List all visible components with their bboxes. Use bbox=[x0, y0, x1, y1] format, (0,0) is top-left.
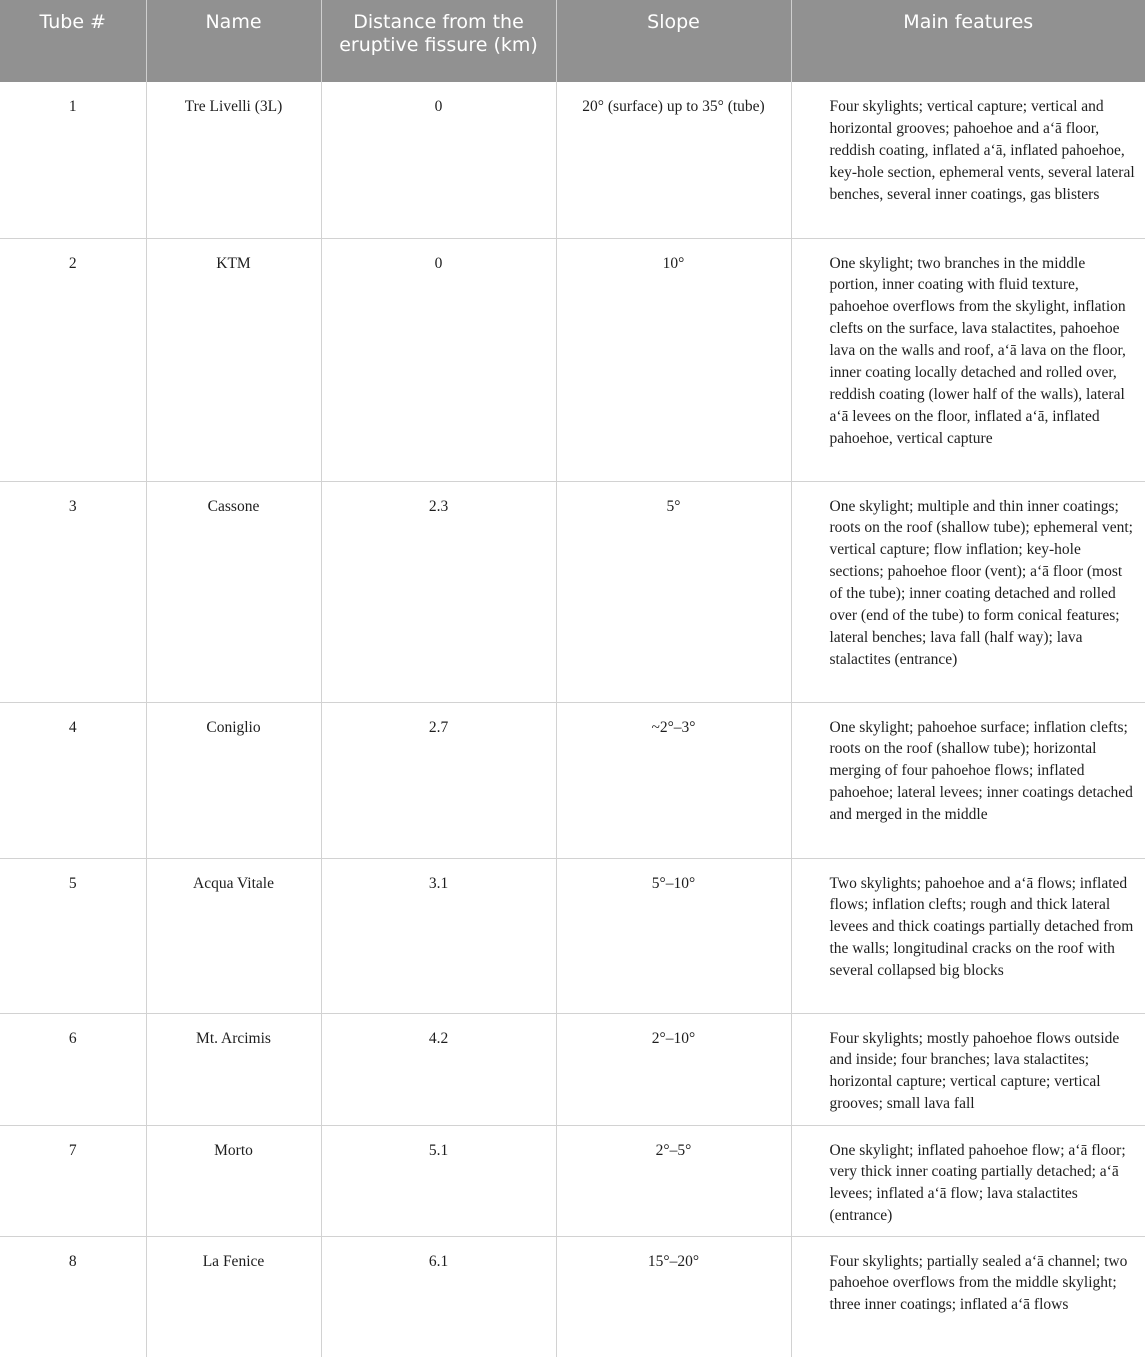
table-row bbox=[0, 481, 1145, 702]
cell-main-features: Four skylights; vertical capture; vertical and horizontal grooves; pahoehoe and aʻā floor, reddish coating, inflated aʻā, inflated pahoehoe, key-hole section, ephemeral vents, several lateral benches, several inner coatings, gas blisters bbox=[791, 82, 1145, 238]
header-tube-number: Tube # bbox=[0, 0, 146, 82]
header-row bbox=[0, 0, 1145, 82]
cell-distance: 0 bbox=[321, 238, 556, 481]
cell-slope: 10° bbox=[556, 238, 791, 481]
cell-slope: 20° (surface) up to 35° (tube) bbox=[556, 82, 791, 238]
cell-slope: 5°–10° bbox=[556, 858, 791, 1013]
cell-name: KTM bbox=[146, 238, 321, 481]
table-row bbox=[0, 1125, 1145, 1236]
cell-distance: 6.1 bbox=[321, 1236, 556, 1357]
cell-slope: ~2°–3° bbox=[556, 702, 791, 858]
cell-name: La Fenice bbox=[146, 1236, 321, 1357]
cell-tube-number: 6 bbox=[0, 1013, 146, 1125]
cell-name: Mt. Arcimis bbox=[146, 1013, 321, 1125]
header-slope: Slope bbox=[556, 0, 791, 82]
cell-tube-number: 8 bbox=[0, 1236, 146, 1357]
cell-main-features: One skylight; pahoehoe surface; inflation clefts; roots on the roof (shallow tube); horizontal merging of four pahoehoe flows; inflated pahoehoe; lateral levees; inner coatings detached and merged in the middle bbox=[791, 702, 1145, 858]
cell-slope: 5° bbox=[556, 481, 791, 702]
cell-slope: 2°–5° bbox=[556, 1125, 791, 1236]
header-distance: Distance from the eruptive fissure (km) bbox=[321, 0, 556, 82]
cell-distance: 5.1 bbox=[321, 1125, 556, 1236]
cell-main-features: Four skylights; partially sealed aʻā channel; two pahoehoe overflows from the middle skylight; three inner coatings; inflated aʻā flows bbox=[829, 1252, 1128, 1314]
cell-distance: 4.2 bbox=[321, 1013, 556, 1125]
cell-distance: 2.7 bbox=[321, 702, 556, 858]
table-row bbox=[0, 702, 1145, 858]
cell-name: Acqua Vitale bbox=[146, 858, 321, 1013]
cell-main-features: Four skylights; mostly pahoehoe flows outside and inside; four branches; lava stalactites; horizontal capture; vertical capture; vertical grooves; small lava fall bbox=[791, 1013, 1145, 1125]
cell-distance: 0 bbox=[321, 82, 556, 238]
table-body bbox=[0, 82, 1145, 1357]
cell-tube-number: 4 bbox=[0, 702, 146, 858]
table-row bbox=[0, 82, 1145, 238]
cell-slope: 2°–10° bbox=[556, 1013, 791, 1125]
cell-name: Morto bbox=[146, 1125, 321, 1236]
cell-name: Cassone bbox=[146, 481, 321, 702]
cell-name: Tre Livelli (3L) bbox=[146, 82, 321, 238]
cell-main-features: One skylight; inflated pahoehoe flow; aʻā floor; very thick inner coating partially detached; aʻā levees; inflated aʻā flow; lava stalactites (entrance) bbox=[791, 1125, 1145, 1236]
cell-distance: 2.3 bbox=[321, 481, 556, 702]
table-row bbox=[0, 1013, 1145, 1125]
header-name: Name bbox=[146, 0, 321, 82]
cell-tube-number: 2 bbox=[0, 238, 146, 481]
cell-distance: 3.1 bbox=[321, 858, 556, 1013]
cell-main-features: One skylight; multiple and thin inner coatings; roots on the roof (shallow tube); ephemeral vent; vertical capture; flow inflation; key-hole sections; pahoehoe floor (vent); aʻā floor (most of the tube); inner coating detached and rolled over (end of the tube) to form conical features; lateral benches; lava fall (half way); lava stalactites (entrance) bbox=[791, 481, 1145, 702]
table-row bbox=[0, 1236, 1145, 1357]
cell-tube-number: 5 bbox=[0, 858, 146, 1013]
cell-tube-number: 7 bbox=[0, 1125, 146, 1236]
cell-main-features: One skylight; two branches in the middle portion, inner coating with fluid texture, pahoehoe overflows from the skylight, inflation clefts on the surface, lava stalactites, pahoehoe lava on the walls and roof, aʻā lava on the floor, inner coating locally detached and rolled over, reddish coating (lower half of the walls), lateral aʻā levees on the floor, inflated aʻā, inflated pahoehoe, vertical capture bbox=[791, 238, 1145, 481]
table-row bbox=[0, 858, 1145, 1013]
cell-tube-number: 1 bbox=[0, 82, 146, 238]
table-row bbox=[0, 238, 1145, 481]
cell-tube-number: 3 bbox=[0, 481, 146, 702]
cell-slope: 15°–20° bbox=[556, 1236, 791, 1357]
header-main-features: Main features bbox=[791, 0, 1145, 82]
table-header bbox=[0, 0, 1145, 82]
cell-name: Coniglio bbox=[146, 702, 321, 858]
cell-main-features: Two skylights; pahoehoe and aʻā flows; inflated flows; inflation clefts; rough and thick lateral levees and thick coatings partially detached from the walls; longitudinal cracks on the roof with several collapsed big blocks bbox=[791, 858, 1145, 1013]
